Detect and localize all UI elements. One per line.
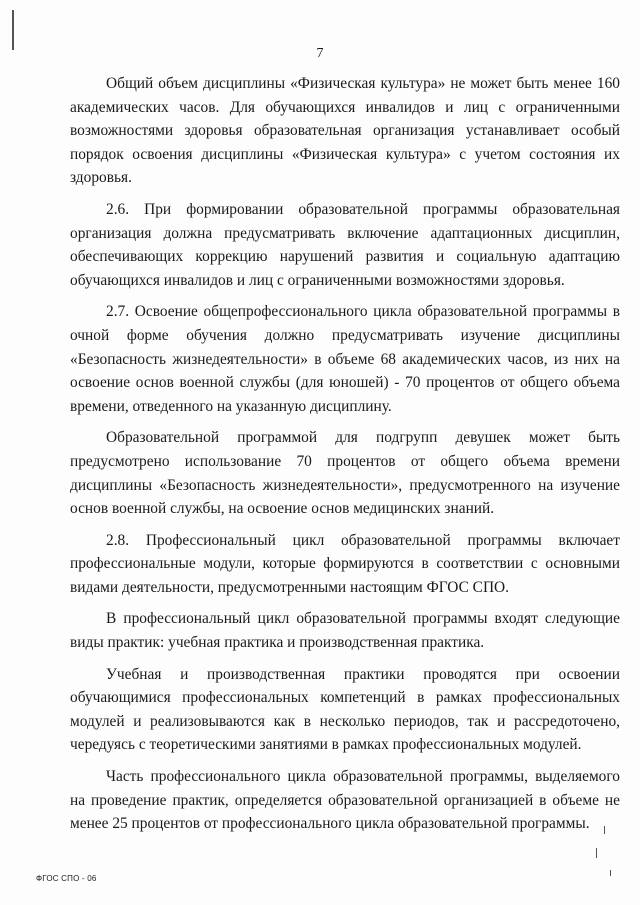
footer-document-code: ФГОС СПО - 06 xyxy=(36,874,97,883)
document-body xyxy=(70,72,620,844)
paragraph-practice-share: Часть профессионального цикла образовательной программы, выделяемого на проведение практик, определяется образовательной организацией в объеме не менее 25 процентов от профессионального цикла образовательной программы. xyxy=(70,768,620,833)
page-number: 7 xyxy=(316,46,324,61)
scan-edge-line xyxy=(12,10,14,50)
paragraph-2-6: 2.6. При формировании образовательной программы образовательная организация должна предусматривать включение адаптационных дисциплин, обеспечивающих коррекцию нарушений развития и социальную адаптацию обучающихся инвалидов и лиц с ограниченными возможностями здоровья. xyxy=(70,200,620,289)
scan-speck xyxy=(596,848,597,858)
paragraph-2-7: 2.7. Освоение общепрофессионального цикла образовательной программы в очной форме обучения должно предусматривать изучение дисциплины «Безопасность жизнедеятельности» в объеме 68 академических часов, из них на освоение основ военной службы (для юношей) - 70 процентов от общего объема времени, отведенного на указанную дисциплину. xyxy=(70,303,620,415)
scan-speck xyxy=(610,870,611,876)
paragraph-practice-types: В профессиональный цикл образовательной программы входят следующие виды практик: учебная практика и производственная практика. xyxy=(70,610,620,652)
paragraph-physical-culture: Общий объем дисциплины «Физическая культура» не может быть менее 160 академических часов. Для обучающихся инвалидов и лиц с ограниченными возможностями здоровья образовательная организация устанавливает особый порядок освоения дисциплины «Физическая культура» с учетом состояния их здоровья. xyxy=(70,75,620,187)
paragraph-practice-conduct: Учебная и производственная практики проводятся при освоении обучающимися профессиональных компетенций в рамках профессиональных модулей и реализовываются как в несколько периодов, так и рассредоточено, чередуясь с теоретическими занятиями в рамках профессиональных модулей. xyxy=(70,665,620,754)
paragraph-2-8: 2.8. Профессиональный цикл образовательной программы включает профессиональные модули, которые формируются в соответствии с основными видами деятельности, предусмотренными настоящим ФГОС СПО. xyxy=(70,531,620,596)
scan-speck xyxy=(604,826,605,834)
paragraph-girls-subgroups: Образовательной программой для подгрупп девушек может быть предусмотрено использование 70 процентов от общего объема времени дисциплины «Безопасность жизнедеятельности», предусмотренного на изучение основ военной службы, на освоение основ медицинских знаний. xyxy=(70,429,620,518)
